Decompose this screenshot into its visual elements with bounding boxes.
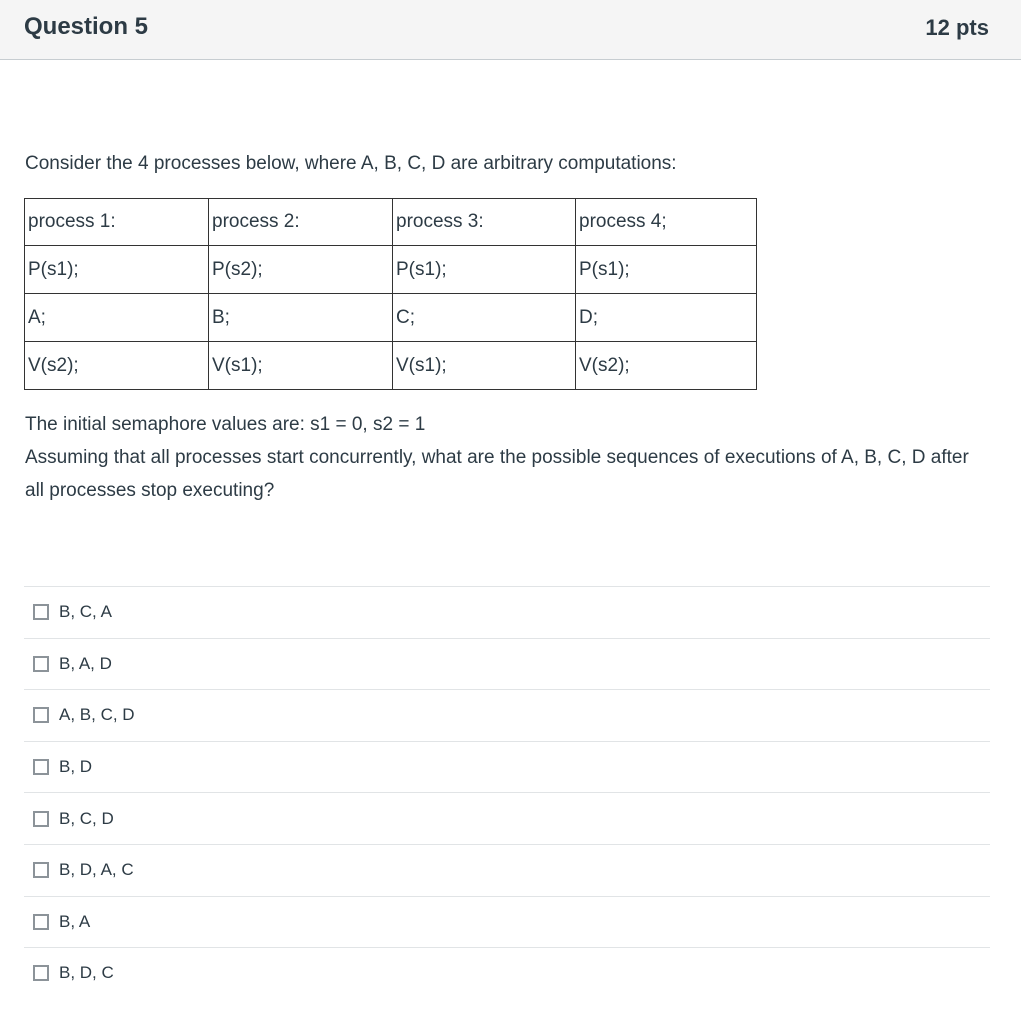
- table-cell: V(s1);: [209, 342, 393, 390]
- table-cell: P(s1);: [25, 246, 209, 294]
- table-cell: P(s1);: [393, 246, 576, 294]
- answer-option[interactable]: [24, 947, 990, 999]
- checkbox[interactable]: [33, 759, 49, 775]
- answer-option[interactable]: [24, 792, 990, 844]
- answer-option[interactable]: [24, 689, 990, 741]
- process-table: [24, 198, 757, 390]
- answer-option[interactable]: [24, 638, 990, 690]
- table-cell: process 2:: [209, 199, 393, 246]
- answer-label: B, A, D: [59, 653, 112, 673]
- table-cell: P(s1);: [576, 246, 757, 294]
- table-cell: process 1:: [25, 199, 209, 246]
- question-body: [25, 408, 985, 507]
- question-intro: Consider the 4 processes below, where A, B, C, D are arbitrary computations:: [25, 153, 677, 174]
- answer-label: B, D: [59, 757, 93, 777]
- checkbox[interactable]: [33, 811, 49, 827]
- table-cell: P(s2);: [209, 246, 393, 294]
- answer-label: B, D, C: [59, 963, 114, 983]
- answer-option[interactable]: [24, 586, 990, 638]
- answer-option[interactable]: [24, 741, 990, 793]
- answer-label: B, A: [59, 911, 91, 931]
- table-row: [25, 294, 757, 342]
- table-cell: V(s2);: [25, 342, 209, 390]
- answer-option[interactable]: [24, 896, 990, 948]
- semaphore-values-text: The initial semaphore values are: s1 = 0, s2 = 1: [25, 414, 426, 435]
- table-cell: process 4;: [576, 199, 757, 246]
- answer-list: [24, 586, 990, 999]
- table-cell: D;: [576, 294, 757, 342]
- checkbox[interactable]: [33, 965, 49, 981]
- checkbox[interactable]: [33, 914, 49, 930]
- answer-label: A, B, C, D: [59, 705, 135, 725]
- table-cell: V(s1);: [393, 342, 576, 390]
- answer-label: B, D, A, C: [59, 860, 134, 880]
- table-row: [25, 199, 757, 246]
- checkbox[interactable]: [33, 862, 49, 878]
- question-points: 12 pts: [925, 15, 989, 40]
- checkbox[interactable]: [33, 604, 49, 620]
- checkbox[interactable]: [33, 656, 49, 672]
- table-cell: B;: [209, 294, 393, 342]
- answer-label: B, C, D: [59, 808, 114, 828]
- table-row: [25, 246, 757, 294]
- checkbox[interactable]: [33, 707, 49, 723]
- table-cell: A;: [25, 294, 209, 342]
- question-title: Question 5: [24, 13, 149, 40]
- question-prompt: Assuming that all processes start concurrently, what are the possible sequences of executions of A, B, C, D after all processes stop executing?: [25, 447, 969, 501]
- table-cell: C;: [393, 294, 576, 342]
- answer-option[interactable]: [24, 844, 990, 896]
- table-row: [25, 342, 757, 390]
- table-cell: process 3:: [393, 199, 576, 246]
- table-cell: V(s2);: [576, 342, 757, 390]
- question-header: [0, 0, 1021, 60]
- answer-label: B, C, A: [59, 602, 112, 622]
